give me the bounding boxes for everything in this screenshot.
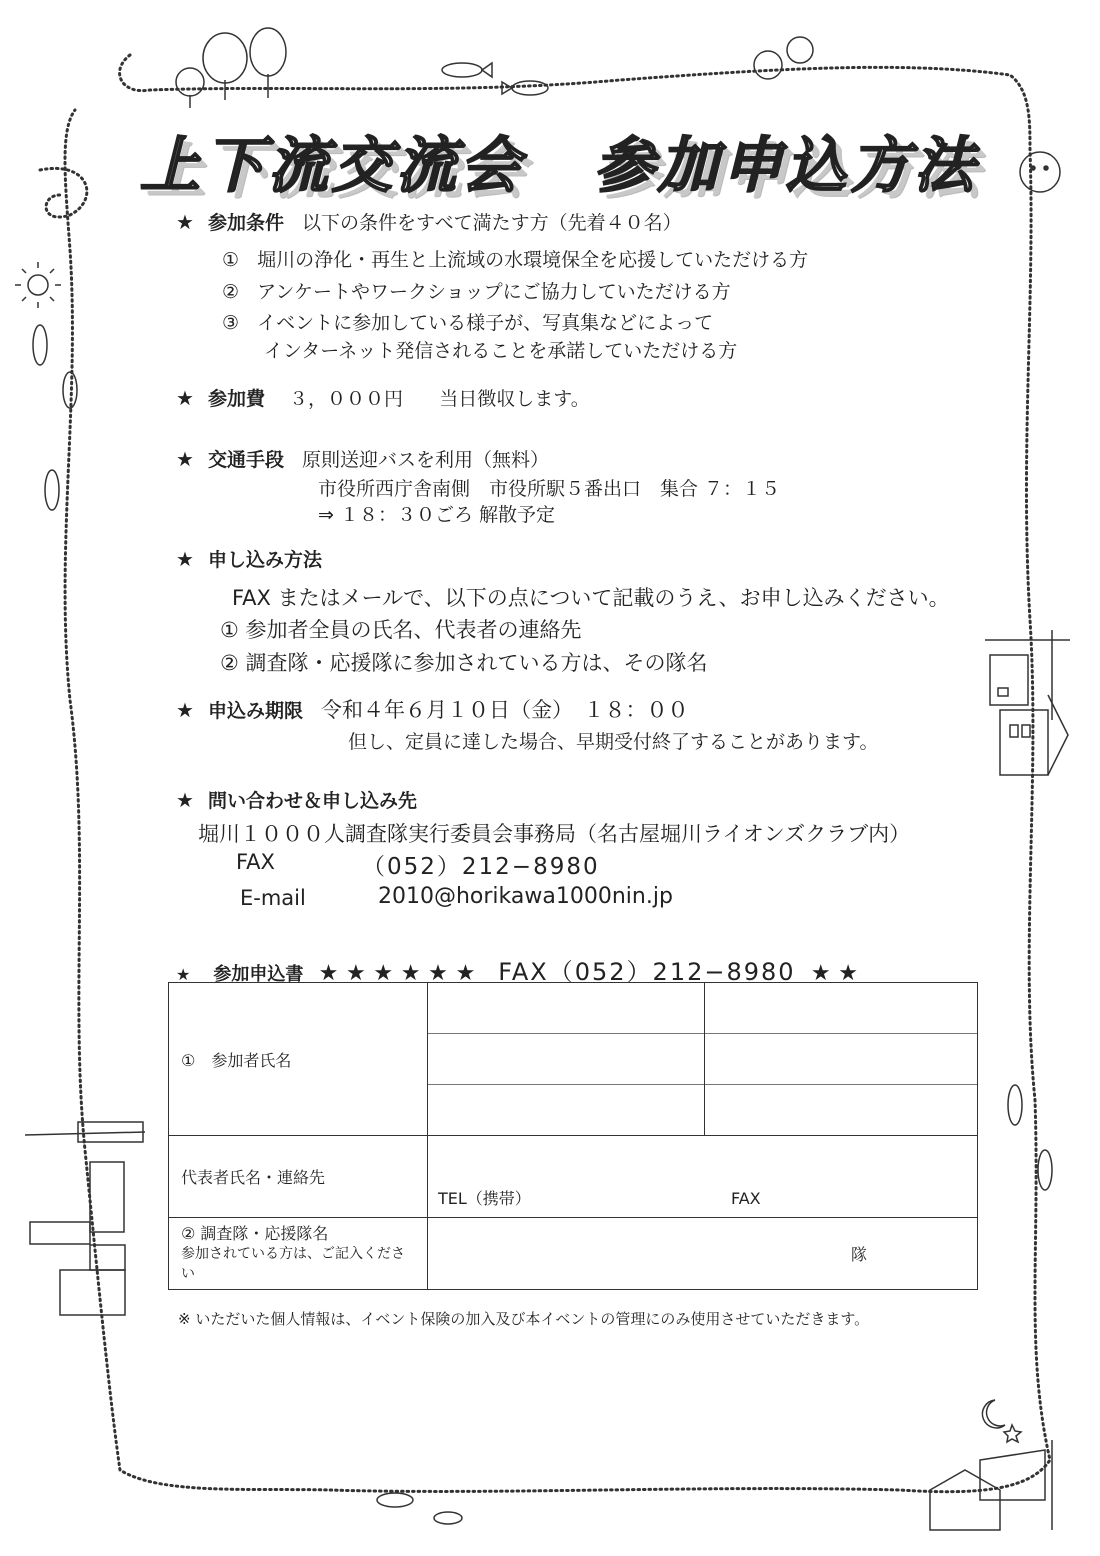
- participant-name-field[interactable]: [428, 983, 704, 1034]
- condition-item-3-cont: インターネット発信されることを承諾していただける方: [264, 340, 738, 362]
- dotted-swirl: [40, 168, 87, 217]
- contact-email-label: E-mail: [240, 886, 306, 910]
- transport-line2: 市役所西庁舎南側 市役所駅５番出口 集合 ７：１５: [318, 478, 781, 500]
- participant-name-field[interactable]: [428, 1085, 704, 1135]
- apply-item-1: [220, 614, 582, 644]
- apple-icon: [754, 37, 813, 79]
- item-text: 参加者全員の氏名、代表者の連絡先: [245, 618, 582, 642]
- contact-heading-row: [176, 786, 435, 816]
- contact-org: 堀川１０００人調査隊実行委員会事務局（名古屋堀川ライオンズクラブ内）: [198, 822, 911, 846]
- item-number: ①: [220, 618, 239, 642]
- participant-name-field[interactable]: [705, 1034, 977, 1085]
- form-row-representative: [169, 1136, 978, 1218]
- conditions-heading: 参加条件: [207, 212, 284, 234]
- participants-column-1: [428, 983, 705, 1136]
- building-icon: [985, 630, 1070, 775]
- sun-icon: [15, 262, 61, 308]
- fee-amount: ３，０００円: [289, 388, 404, 410]
- team-name-field[interactable]: [428, 1218, 978, 1290]
- item-number: ①: [222, 249, 240, 271]
- form-stars-end: ★ ★: [810, 961, 858, 986]
- participants-label: ① 参加者氏名: [169, 983, 428, 1136]
- form-row-team: [169, 1218, 978, 1290]
- star-icon: ★: [176, 788, 194, 812]
- apply-heading-row: [176, 545, 340, 575]
- item-number: ②: [220, 651, 239, 675]
- representative-label: 代表者氏名・連絡先: [169, 1136, 428, 1218]
- apply-item-2: [220, 647, 708, 677]
- team-label-cell: [169, 1218, 428, 1290]
- star-icon: ★: [176, 210, 194, 234]
- team-suffix: 隊: [850, 1245, 867, 1264]
- apply-heading: 申し込み方法: [207, 549, 322, 571]
- condition-item-3: [222, 308, 713, 335]
- conditions-intro: 以下の条件をすべて満たす方（先着４０名）: [301, 212, 682, 234]
- representative-field[interactable]: [428, 1136, 978, 1218]
- contact-fax-value: （052）212−8980: [362, 854, 600, 880]
- team-sublabel: 参加されている方は、ご記入ください: [181, 1245, 405, 1282]
- participant-name-field[interactable]: [705, 1085, 977, 1135]
- transport-line3: ⇒ １８：３０ごろ 解散予定: [318, 504, 555, 526]
- form-row-participants: [169, 983, 978, 1136]
- item-number: ②: [222, 281, 240, 303]
- fax-label: FAX: [731, 1189, 761, 1208]
- transport-heading: 交通手段: [207, 449, 284, 471]
- contact-heading: 問い合わせ＆申し込み先: [207, 790, 417, 812]
- star-icon: ★: [176, 386, 194, 410]
- privacy-footnote: ※ いただいた個人情報は、イベント保険の加入及び本イベントの管理にのみ使用させていただきます。: [178, 1310, 870, 1328]
- page-title: [140, 118, 1000, 201]
- deadline-date: 令和４年６月１０日（金） １８：００: [320, 698, 689, 722]
- item-text: 調査隊・応援隊に参加されている方は、その隊名: [245, 651, 708, 675]
- item-text: イベントに参加している様子が、写真集などによって: [257, 312, 714, 334]
- form-stars: ★ ★ ★ ★ ★ ★: [318, 961, 476, 986]
- moon-house-icon: [930, 1400, 1052, 1530]
- transport-row: [176, 445, 549, 475]
- participant-name-field[interactable]: [705, 983, 977, 1034]
- team-label: ② 調査隊・応援隊名: [181, 1223, 329, 1243]
- fee-note: 当日徴収します。: [439, 388, 590, 410]
- snowman-icon: [1020, 152, 1060, 192]
- deadline-row: [176, 696, 688, 726]
- star-icon: ★: [176, 698, 194, 722]
- star-icon: ★: [176, 965, 191, 984]
- item-text: アンケートやワークショップにご協力していただける方: [257, 281, 731, 303]
- item-text: 堀川の浄化・再生と上流域の水環境保全を応援していただける方: [257, 249, 809, 271]
- page-title-part1: 上下流交流会: [140, 131, 524, 201]
- fee-row: [176, 384, 590, 414]
- contact-email-value: 2010@horikawa1000nin.jp: [378, 884, 673, 909]
- condition-item-2: [222, 277, 731, 304]
- participants-column-2: [705, 983, 978, 1136]
- contact-fax-label: FAX: [236, 850, 275, 874]
- fee-heading: 参加費: [207, 388, 265, 410]
- page-title-part2: 参加申込方法: [594, 131, 978, 201]
- form-title: 参加申込書: [213, 964, 304, 985]
- participant-name-field[interactable]: [428, 1034, 704, 1085]
- star-icon: ★: [176, 447, 194, 471]
- conditions-heading-row: [176, 208, 682, 238]
- tel-label: TEL（携帯）: [438, 1189, 531, 1208]
- deadline-note: 但し、定員に達した場合、早期受付終了することがあります。: [348, 731, 879, 753]
- condition-item-1: [222, 245, 808, 272]
- apply-intro: FAX またはメールで、以下の点について記載のうえ、お申し込みください。: [232, 586, 950, 610]
- star-icon: ★: [176, 547, 194, 571]
- transport-line1: 原則送迎バスを利用（無料）: [301, 449, 549, 471]
- form-fax: FAX（052）212−8980: [498, 958, 796, 986]
- application-form: [168, 982, 978, 1290]
- tree-icon: [176, 28, 286, 108]
- deadline-heading: 申込み期限: [207, 700, 303, 722]
- item-number: ③: [222, 312, 240, 334]
